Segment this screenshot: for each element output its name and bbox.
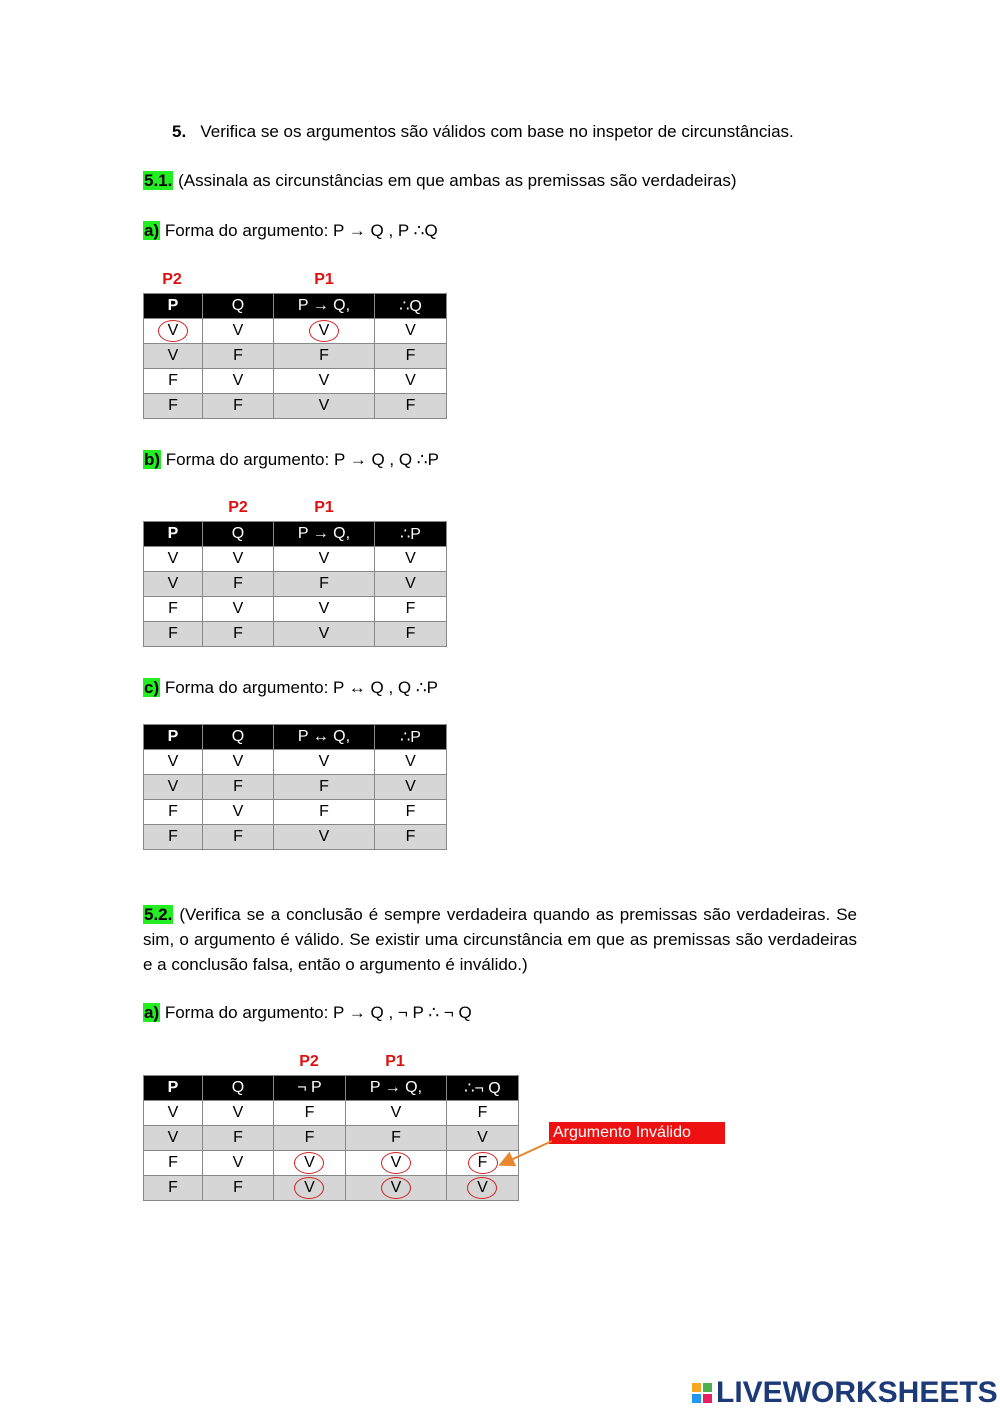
table-cell: F [375, 597, 447, 622]
item-52a-form-text: Forma do argumento: P → Q , ¬ P ∴ ¬ Q [160, 1003, 472, 1022]
item-tag-a: a) [144, 221, 160, 240]
table-cell: F [274, 775, 375, 800]
table-cell: V [375, 750, 447, 775]
header-cell: ∴Q [375, 294, 447, 319]
table-cell: F [144, 622, 203, 647]
table-cell: F [144, 394, 203, 419]
callout-arrow-icon [490, 1138, 560, 1172]
header-cell: ¬ P [274, 1076, 346, 1101]
table-row [144, 1151, 519, 1176]
table-cell: F [203, 1176, 274, 1201]
circled-cell: F [477, 1154, 488, 1171]
table-cell: F [375, 394, 447, 419]
table-row [144, 825, 447, 850]
table-cell: F [203, 622, 274, 647]
table-cell: V [274, 597, 375, 622]
item-a-form-text: Forma do argumento: P → Q , P ∴Q [160, 221, 438, 240]
table-cell: F [203, 825, 274, 850]
table-row [144, 394, 447, 419]
section-5-1-intro [143, 170, 737, 192]
header-cell: Q [203, 294, 274, 319]
item-b-form [143, 449, 439, 471]
table-row [144, 319, 447, 344]
table-cell: V [274, 622, 375, 647]
table-cell: V [144, 572, 203, 597]
table-cell: V [375, 369, 447, 394]
table-row [144, 344, 447, 369]
header-cell: ∴¬ Q [447, 1076, 519, 1101]
table-cell: F [144, 369, 203, 394]
premise-label-p2: P2 [162, 271, 182, 288]
liveworksheets-logo [692, 1375, 998, 1411]
exercise-heading [172, 121, 794, 143]
header-cell: P ↔ Q, [274, 725, 375, 750]
circled-cell: V [304, 1154, 315, 1171]
table-cell: V [144, 1126, 203, 1151]
table-cell: F [144, 825, 203, 850]
table-cell: V [144, 750, 203, 775]
table-header-row [144, 522, 447, 547]
table-cell: V [375, 572, 447, 597]
table-cell: V [203, 1101, 274, 1126]
table-row [144, 369, 447, 394]
table-cell: F [203, 775, 274, 800]
section-5-2-intro [143, 902, 857, 977]
item-c-form-text: Forma do argumento: P ↔ Q , Q ∴P [160, 678, 439, 697]
table-cell: F [375, 825, 447, 850]
header-cell: Q [203, 522, 274, 547]
table-row [144, 1126, 519, 1151]
table-cell: V [144, 344, 203, 369]
table-cell: V [375, 775, 447, 800]
exercise-instruction: Verifica se os argumentos são válidos com base no inspetor de circunstâncias. [200, 122, 794, 141]
circled-cell: V [477, 1179, 488, 1196]
table-cell: F [274, 1101, 346, 1126]
table-cell: F [203, 572, 274, 597]
table-cell: F [274, 344, 375, 369]
table-cell: F [203, 394, 274, 419]
premise-label-p2: P2 [299, 1053, 319, 1070]
truth-table-52a [143, 1075, 519, 1201]
section-5-2-text: (Verifica se a conclusão é sempre verdadeira quando as premissas são verdadeiras. Se sim, o argumento é válido. Se existir uma circunstância em que as premissas são verdadeiras e a conclusão falsa, então o argumento é inválido.) [143, 905, 857, 974]
table-cell: V [203, 547, 274, 572]
circled-cell: V [318, 322, 330, 339]
table-cell: F [375, 622, 447, 647]
table-cell: F [375, 344, 447, 369]
table-row [144, 775, 447, 800]
header-cell: Q [203, 725, 274, 750]
header-cell: P [144, 294, 203, 319]
table-cell: F [203, 344, 274, 369]
item-tag-b: b) [144, 450, 161, 469]
section-tag-5-1: 5.1. [144, 171, 173, 190]
circled-cell: V [390, 1154, 402, 1171]
header-cell: Q [203, 1076, 274, 1101]
table-cell: V [375, 319, 447, 344]
table-cell: V [375, 547, 447, 572]
table-cell: F [144, 1151, 203, 1176]
logo-mark-icon [692, 1383, 712, 1403]
table-cell: V [203, 1151, 274, 1176]
circled-cell: V [167, 322, 179, 339]
table-cell: V [274, 369, 375, 394]
table-cell: F [346, 1126, 447, 1151]
circled-cell: V [304, 1179, 315, 1196]
item-c-form [143, 677, 438, 699]
table-row [144, 800, 447, 825]
table-row [144, 1176, 519, 1201]
table-cell: F [274, 572, 375, 597]
table-cell: V [203, 597, 274, 622]
table-row [144, 1101, 519, 1126]
header-cell: P → Q, [274, 294, 375, 319]
table-cell: V [274, 750, 375, 775]
header-cell: P → Q, [346, 1076, 447, 1101]
brand-name: LIVEWORKSHEETS [716, 1376, 998, 1409]
table-cell: F [447, 1101, 519, 1126]
table-row [144, 597, 447, 622]
premise-label-p2: P2 [228, 499, 248, 516]
header-cell: P → Q, [274, 522, 375, 547]
item-tag-c: c) [144, 678, 160, 697]
item-b-form-text: Forma do argumento: P → Q , Q ∴P [161, 450, 439, 469]
header-cell: P [144, 522, 203, 547]
table-cell: V [203, 800, 274, 825]
table-row [144, 750, 447, 775]
table-cell: F [375, 800, 447, 825]
table-cell: V [203, 319, 274, 344]
exercise-number: 5. [172, 122, 187, 141]
table-cell: V [447, 1126, 519, 1151]
section-tag-5-2: 5.2. [144, 905, 173, 924]
header-cell: ∴P [375, 725, 447, 750]
table-cell: V [274, 394, 375, 419]
premise-label-p1: P1 [314, 271, 334, 288]
table-cell: F [144, 1176, 203, 1201]
table-row [144, 572, 447, 597]
table-cell: V [144, 547, 203, 572]
table-cell: V [144, 775, 203, 800]
table-cell: V [203, 750, 274, 775]
table-cell: F [203, 1126, 274, 1151]
truth-table-a [143, 293, 447, 419]
item-52a-form [143, 1002, 472, 1024]
invalid-argument-callout: Argumento Inválido [549, 1122, 725, 1144]
truth-table-b [143, 521, 447, 647]
header-cell: P [144, 1076, 203, 1101]
table-cell: V [346, 1101, 447, 1126]
table-row [144, 622, 447, 647]
table-cell: V [274, 547, 375, 572]
section-5-1-text: (Assinala as circunstâncias em que ambas as premissas são verdadeiras) [173, 171, 737, 190]
premise-label-p1: P1 [385, 1053, 405, 1070]
table-cell: F [274, 1126, 346, 1151]
table-cell: V [274, 825, 375, 850]
premise-label-p1: P1 [314, 499, 334, 516]
table-row [144, 547, 447, 572]
table-cell: F [144, 597, 203, 622]
circled-cell: V [390, 1179, 402, 1196]
table-cell: F [144, 800, 203, 825]
table-cell: F [274, 800, 375, 825]
item-tag-52a: a) [144, 1003, 160, 1022]
table-header-row [144, 725, 447, 750]
table-header-row [144, 1076, 519, 1101]
header-cell: P [144, 725, 203, 750]
table-header-row [144, 294, 447, 319]
truth-table-c [143, 724, 447, 850]
item-a-form [143, 220, 438, 242]
table-cell: V [144, 1101, 203, 1126]
table-cell: V [203, 369, 274, 394]
header-cell: ∴P [375, 522, 447, 547]
